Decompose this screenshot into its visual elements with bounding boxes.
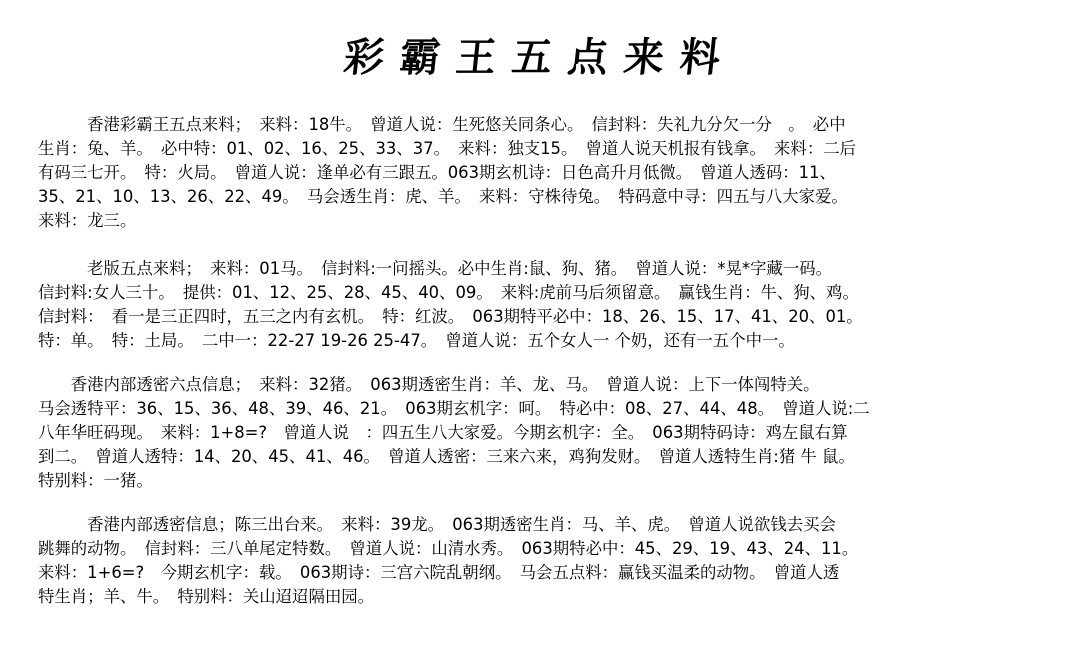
text-line: 特别料：一猪。 bbox=[38, 471, 153, 490]
page-title: 彩霸王五点来料 bbox=[341, 34, 739, 81]
text-line: 到二。 曾道人透特：14、20、45、41、46。 曾道人透密：三来六来，鸡狗发财。 曾道人透特生肖:猪 牛 鼠。 bbox=[38, 447, 855, 466]
text-line: 跳舞的动物。 信封料：三八单尾定特数。 曾道人说：山清水秀。 063期特必中：45、29、19、43、24、11。 bbox=[38, 539, 859, 558]
text-line: 马会透特平：36、15、36、48、39、46、21。 063期玄机字：呵。 特必中：08、27、44、48。 曾道人说:二 bbox=[38, 399, 870, 418]
text-line: 来料：龙三。 bbox=[38, 211, 137, 230]
section-hk-five-point bbox=[38, 113, 1048, 233]
text-line: 八年华旺码现。 来料：1+8=? 曾道人说 ：四五生八大家爱。今期玄机字：全。 063期特码诗：鸡左鼠右算 bbox=[38, 423, 848, 442]
section-old-version bbox=[38, 257, 1048, 353]
text-line: 香港内部透密六点信息； 来料：32猪。 063期透密生肖：羊、龙、马。 曾道人说：上下一体闯特关。 bbox=[38, 375, 820, 394]
section-hk-six-point bbox=[38, 373, 1048, 493]
text-line: 特生肖；羊、牛。 特别料：关山迢迢隔田园。 bbox=[38, 587, 375, 606]
text-line: 香港内部透密信息；陈三出台来。 来料：39龙。 063期透密生肖：马、羊、虎。 曾道人说欲钱去买会 bbox=[38, 515, 836, 534]
text-line: 有码三七开。 特：火局。 曾道人说：逢单必有三跟五。063期玄机诗：日色高升月低微。 曾道人透码：11、 bbox=[38, 163, 836, 182]
text-line: 老版五点来料； 来料：01马。 信封料:一问摇头。必中生肖:鼠、狗、猪。 曾道人说：*晃*字藏一码。 bbox=[38, 259, 833, 278]
text-line: 信封料： 看一是三正四时，五三之内有玄机。 特：红波。 063期特平必中：18、26、15、17、41、20、01。 bbox=[38, 307, 863, 326]
text-line: 35、21、10、13、26、22、49。 马会透生肖：虎、羊。 来料：守株待兔。 特码意中寻：四五与八大家爱。 bbox=[38, 187, 848, 206]
text-line: 香港彩霸王五点来料； 来料：18牛。 曾道人说：生死悠关同条心。 信封料：失礼九分欠一分 。 必中 bbox=[38, 115, 846, 134]
text-line: 信封料:女人三十。 提供：01、12、25、28、45、40、09。 来料:虎前马后须留意。 赢钱生肖：牛、狗、鸡。 bbox=[38, 283, 859, 302]
text-line: 生肖：兔、羊。 必中特：01、02、16、25、33、37。 来料：独支15。 曾道人说天机报有钱拿。 来料：二后 bbox=[38, 139, 856, 158]
section-hk-internal bbox=[38, 513, 1048, 609]
text-line: 来料：1+6=? 今期玄机字：载。 063期诗：三宫六院乱朝纲。 马会五点料：赢钱买温柔的动物。 曾道人透 bbox=[38, 563, 840, 582]
text-line: 特：单。 特：土局。 二中一：22-27 19-26 25-47。 曾道人说：五个女人一 个奶，还有一五个中一。 bbox=[38, 331, 795, 350]
